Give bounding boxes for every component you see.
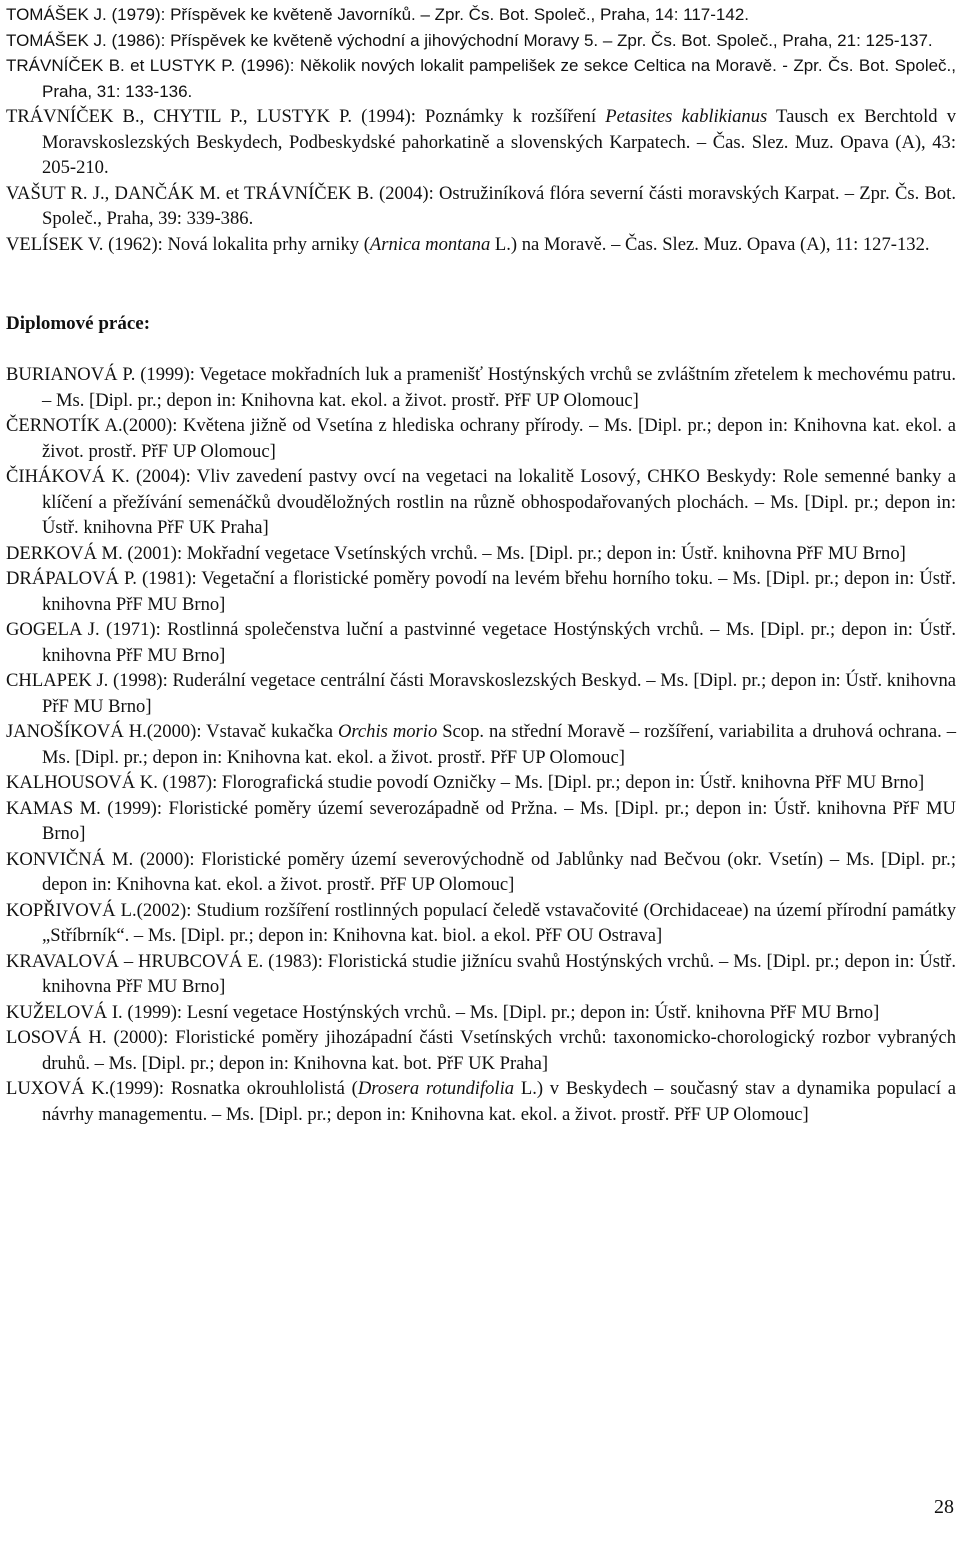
reference-text: DERKOVÁ M. (2001): Mokřadní vegetace Vsetínských vrchů. – Ms. [Dipl. pr.; depon in: Ústř. knihovna PřF MU Brno] (6, 542, 906, 564)
reference-entry (6, 1000, 956, 1026)
reference-text: KUŽELOVÁ I. (1999): Lesní vegetace Hostýnských vrchů. – Ms. [Dipl. pr.; depon in: Ústř. knihovna PřF MU Brno] (6, 1001, 880, 1023)
taxon-name: Drosera rotundifolia (357, 1078, 515, 1099)
reference-entry (6, 2, 956, 28)
reference-text-continued: L.) na Moravě. – Čas. Slez. Muz. Opava (A), 11: 127-132. (490, 233, 930, 255)
reference-entry (6, 464, 956, 541)
reference-entry (6, 796, 956, 847)
reference-text: GOGELA J. (1971): Rostlinná společenstva luční a pastvinné vegetace Hostýnských vrchů. – Ms. [Dipl. pr.; depon in: Ústř. knihovna PřF MU Brno] (6, 619, 956, 666)
reference-text: TRÁVNÍČEK B., CHYTIL P., LUSTYK P. (1994): Poznámky k rozšíření (6, 106, 606, 127)
reference-entry (6, 232, 956, 258)
reference-text: VELÍSEK V. (1962): Nová lokalita prhy arniky ( (6, 233, 370, 255)
reference-text-continued: L.) v Beskydech – současný stav a dynamika populací a návrhy managementu. – Ms. [Dipl. pr.; depon in: Knihovna kat. ekol. a život. prostř. PřF UP Olomouc] (42, 1078, 956, 1125)
reference-entry (6, 617, 956, 668)
reference-entry (6, 898, 956, 949)
reference-entry (6, 949, 956, 1000)
reference-text: CHLAPEK J. (1998): Ruderální vegetace centrální části Moravskoslezských Beskyd. – Ms. [Dipl. pr.; depon in: Ústř. knihovna PřF MU Brno] (6, 670, 956, 717)
reference-list-theses (6, 362, 956, 1127)
reference-text: KAMAS M. (1999): Floristické poměry území severozápadně od Pržna. – Ms. [Dipl. pr.; depon in: Ústř. knihovna PřF MU Brno] (6, 797, 956, 844)
reference-entry (6, 668, 956, 719)
reference-entry (6, 28, 956, 54)
reference-text: DRÁPALOVÁ P. (1981): Vegetační a floristické poměry povodí na levém břehu horního toku. – Ms. [Dipl. pr.; depon in: Ústř. knihovna PřF MU Brno] (6, 568, 956, 615)
page-number: 28 (934, 1496, 954, 1518)
taxon-name: Arnica montana (369, 233, 491, 255)
reference-entry (6, 181, 956, 232)
reference-entry (6, 719, 956, 770)
taxon-name: Orchis morio (337, 721, 438, 742)
reference-entry (6, 541, 956, 567)
reference-entry (6, 770, 956, 796)
section-heading: Diplomové práce: (6, 313, 151, 334)
reference-text-continued: Scop. na střední Moravě – rozšíření, variabilita a druhová ochrana. – Ms. [Dipl. pr.; depon in: Knihovna kat. ekol. a život. prostř. PřF UP Olomouc] (42, 721, 956, 768)
reference-text: TRÁVNÍČEK B. et LUSTYK P. (1996): Několik nových lokalit pampelišek ze sekce Celtica na Moravě. - Zpr. Čs. Bot. Společ., Praha, 31: 133-136. (6, 56, 956, 101)
reference-text: VAŠUT R. J., DANČÁK M. et TRÁVNÍČEK B. (2004): Ostružiníková flóra severní části moravských Karpat. – Zpr. Čs. Bot. Společ., Praha, 39: 339-386. (6, 182, 956, 229)
reference-list-articles (6, 2, 956, 257)
reference-entry (6, 413, 956, 464)
reference-text: JANOŠÍKOVÁ H.(2000): Vstavač kukačka (6, 721, 338, 742)
document-page (6, 2, 956, 1127)
reference-entry (6, 53, 956, 104)
reference-text: KALHOUSOVÁ K. (1987): Florografická studie povodí Ozničky – Ms. [Dipl. pr.; depon in: Ústř. knihovna PřF MU Brno] (6, 772, 925, 793)
reference-text: TOMÁŠEK J. (1979): Příspěvek ke květeně Javorníků. – Zpr. Čs. Bot. Společ., Praha, 14: 117-142. (6, 5, 750, 24)
reference-text: LUXOVÁ K.(1999): Rosnatka okrouhlolistá ( (6, 1078, 358, 1099)
reference-entry (6, 566, 956, 617)
reference-text: ČIHÁKOVÁ K. (2004): Vliv zavedení pastvy ovcí na vegetaci na lokalitě Losový, CHKO Beskydy: Role semenné banky a klíčení a přežívání semenáčků dvouděložných rostlin na různě obhospodařovaných plochách. – Ms. [Dipl. pr.; depon in: Ústř. knihovna PřF UK Praha] (6, 466, 956, 538)
reference-text: BURIANOVÁ P. (1999): Vegetace mokřadních luk a pramenišť Hostýnských vrchů se zvláštním zřetelem k mechovému patru. – Ms. [Dipl. pr.; depon in: Knihovna kat. ekol. a život. prostř. PřF UP Olomouc] (6, 364, 956, 411)
reference-entry (6, 847, 956, 898)
reference-text-continued: Tausch ex Berchtold v Moravskoslezských Beskydech, Podbeskydské pahorkatině a slovenských Karpatech. – Čas. Slez. Muz. Opava (A), 43: 205-210. (42, 106, 956, 178)
reference-text: KOPŘIVOVÁ L.(2002): Studium rozšíření rostlinných populací čeledě vstavačovité (Orchidaceae) na území přírodní památky „Stříbrník“. – Ms. [Dipl. pr.; depon in: Knihovna kat. biol. a ekol. PřF OU Ostrava] (6, 899, 956, 946)
reference-text: KONVIČNÁ M. (2000): Floristické poměry území severovýchodně od Jablůnky nad Bečvou (okr. Vsetín) – Ms. [Dipl. pr.; depon in: Knihovna kat. ekol. a život. prostř. PřF UP Olomouc] (6, 848, 956, 895)
reference-entry (6, 1076, 956, 1127)
reference-entry (6, 1025, 956, 1076)
reference-entry (6, 104, 956, 181)
reference-entry (6, 362, 956, 413)
reference-text: LOSOVÁ H. (2000): Floristické poměry jihozápadní části Vsetínských vrchů: taxonomicko-chorologický rozbor vybraných druhů. – Ms. [Dipl. pr.; depon in: Knihovna kat. bot. PřF UK Praha] (6, 1027, 956, 1074)
reference-text: TOMÁŠEK J. (1986): Příspěvek ke květeně východní a jihovýchodní Moravy 5. – Zpr. Čs. Bot. Společ., Praha, 21: 125-137. (6, 30, 933, 50)
reference-text: KRAVALOVÁ – HRUBCOVÁ E. (1983): Floristická studie jižnícu svahů Hostýnských vrchů. – Ms. [Dipl. pr.; depon in: Ústř. knihovna PřF MU Brno] (6, 950, 956, 997)
taxon-name: Petasites kablikianus (605, 106, 768, 127)
reference-text: ČERNOTÍK A.(2000): Květena jižně od Vsetína z hlediska ochrany přírody. – Ms. [Dipl. pr.; depon in: Knihovna kat. ekol. a život. prostř. PřF UP Olomouc] (6, 415, 956, 462)
